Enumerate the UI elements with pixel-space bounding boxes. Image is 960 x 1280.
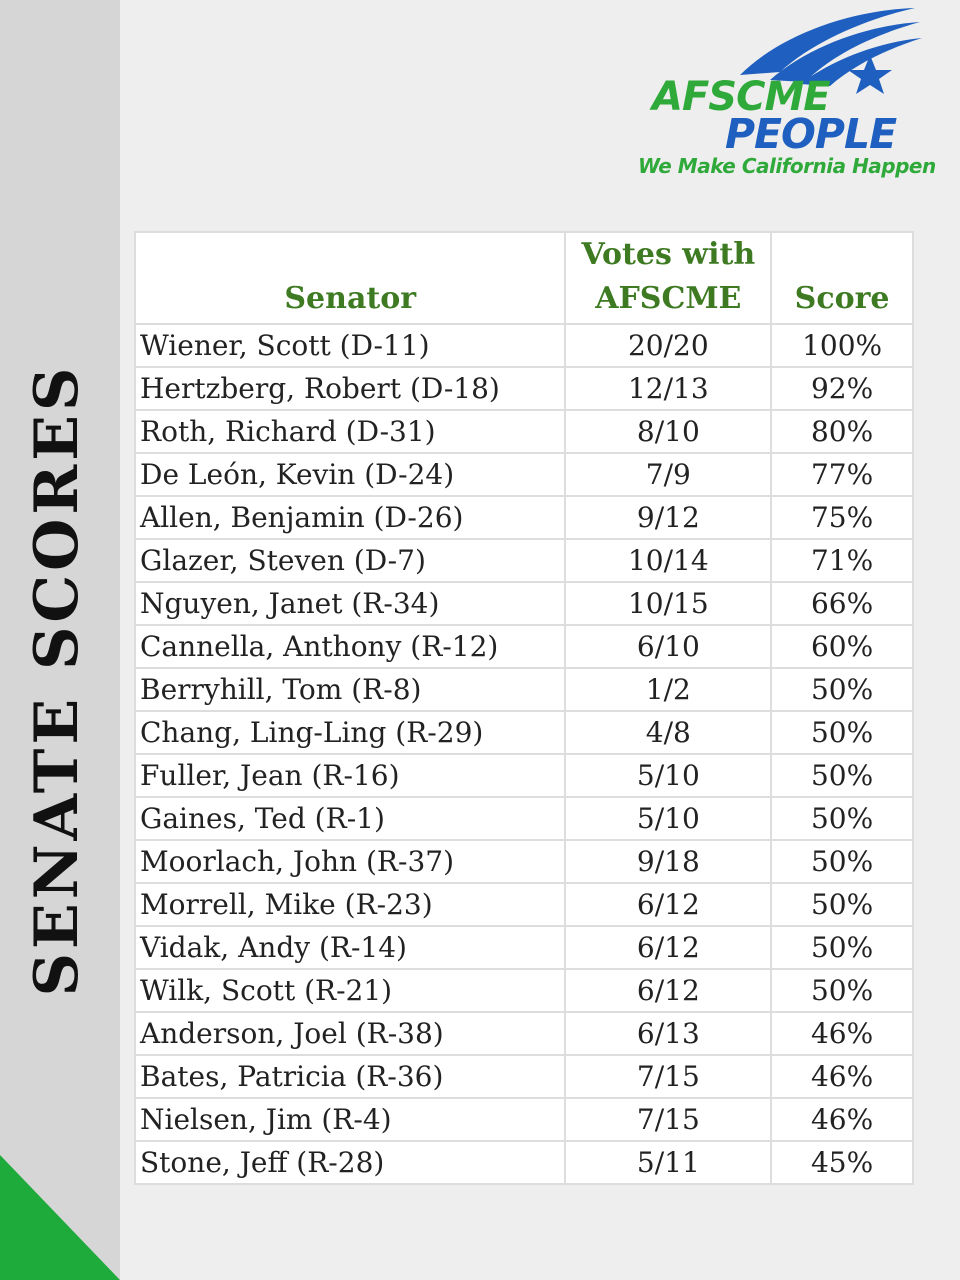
score-cell: 66% [771, 582, 913, 625]
table-row [135, 754, 913, 797]
score-cell: 50% [771, 883, 913, 926]
page-title: SENATE SCORES [22, 363, 92, 997]
senator-cell: Glazer, Steven (D-7) [135, 539, 565, 582]
senator-cell: Wiener, Scott (D-11) [135, 324, 565, 367]
senator-cell: Morrell, Mike (R-23) [135, 883, 565, 926]
senator-cell: Fuller, Jean (R-16) [135, 754, 565, 797]
header-votes-line1: Votes with [581, 237, 756, 272]
senate-scores-table [134, 231, 914, 1185]
votes-cell: 8/10 [565, 410, 771, 453]
score-cell: 46% [771, 1098, 913, 1141]
senator-cell: De León, Kevin (D-24) [135, 453, 565, 496]
header-score: Score [771, 232, 913, 324]
table-row [135, 883, 913, 926]
table-row [135, 840, 913, 883]
votes-cell: 7/15 [565, 1055, 771, 1098]
votes-cell: 20/20 [565, 324, 771, 367]
senator-cell: Roth, Richard (D-31) [135, 410, 565, 453]
table-row [135, 1012, 913, 1055]
score-cell: 60% [771, 625, 913, 668]
table-row [135, 1055, 913, 1098]
votes-cell: 9/12 [565, 496, 771, 539]
score-cell: 45% [771, 1141, 913, 1184]
votes-cell: 7/15 [565, 1098, 771, 1141]
senator-cell: Moorlach, John (R-37) [135, 840, 565, 883]
votes-cell: 6/13 [565, 1012, 771, 1055]
header-votes [565, 232, 771, 324]
table-row [135, 324, 913, 367]
table-row [135, 539, 913, 582]
table-row [135, 797, 913, 840]
score-cell: 50% [771, 926, 913, 969]
score-cell: 50% [771, 711, 913, 754]
score-cell: 46% [771, 1012, 913, 1055]
table-row [135, 926, 913, 969]
score-cell: 50% [771, 840, 913, 883]
senator-cell: Gaines, Ted (R-1) [135, 797, 565, 840]
table-row [135, 668, 913, 711]
score-cell: 50% [771, 797, 913, 840]
logo-afscme-text: AFSCME [652, 74, 830, 120]
table-row [135, 1098, 913, 1141]
score-cell: 75% [771, 496, 913, 539]
green-corner-decoration [0, 1155, 120, 1280]
table-header-row [135, 232, 913, 324]
senator-cell: Berryhill, Tom (R-8) [135, 668, 565, 711]
score-cell: 50% [771, 969, 913, 1012]
sidebar [0, 0, 120, 1280]
logo-tagline: We Make California Happen [638, 154, 936, 178]
senator-cell: Wilk, Scott (R-21) [135, 969, 565, 1012]
senator-cell: Allen, Benjamin (D-26) [135, 496, 565, 539]
score-cell: 80% [771, 410, 913, 453]
votes-cell: 10/15 [565, 582, 771, 625]
votes-cell: 7/9 [565, 453, 771, 496]
score-cell: 92% [771, 367, 913, 410]
header-votes-line2: AFSCME [595, 281, 742, 316]
votes-cell: 6/12 [565, 883, 771, 926]
senator-cell: Nguyen, Janet (R-34) [135, 582, 565, 625]
votes-cell: 6/12 [565, 969, 771, 1012]
score-cell: 77% [771, 453, 913, 496]
table-row [135, 625, 913, 668]
table-row [135, 969, 913, 1012]
senator-cell: Anderson, Joel (R-38) [135, 1012, 565, 1055]
table-row [135, 582, 913, 625]
senator-cell: Vidak, Andy (R-14) [135, 926, 565, 969]
logo-people-text: PEOPLE [725, 110, 897, 158]
senator-cell: Hertzberg, Robert (D-18) [135, 367, 565, 410]
table-row [135, 453, 913, 496]
score-cell: 46% [771, 1055, 913, 1098]
afscme-people-logo [630, 0, 960, 190]
score-cell: 71% [771, 539, 913, 582]
senator-cell: Chang, Ling-Ling (R-29) [135, 711, 565, 754]
votes-cell: 12/13 [565, 367, 771, 410]
votes-cell: 5/11 [565, 1141, 771, 1184]
votes-cell: 4/8 [565, 711, 771, 754]
votes-cell: 10/14 [565, 539, 771, 582]
senator-cell: Bates, Patricia (R-36) [135, 1055, 565, 1098]
senator-cell: Stone, Jeff (R-28) [135, 1141, 565, 1184]
table-row [135, 1141, 913, 1184]
table-row [135, 711, 913, 754]
table-row [135, 367, 913, 410]
senator-cell: Cannella, Anthony (R-12) [135, 625, 565, 668]
votes-cell: 5/10 [565, 754, 771, 797]
senator-cell: Nielsen, Jim (R-4) [135, 1098, 565, 1141]
score-cell: 50% [771, 668, 913, 711]
score-cell: 50% [771, 754, 913, 797]
score-cell: 100% [771, 324, 913, 367]
votes-cell: 1/2 [565, 668, 771, 711]
header-senator: Senator [135, 232, 565, 324]
table-row [135, 410, 913, 453]
votes-cell: 9/18 [565, 840, 771, 883]
votes-cell: 5/10 [565, 797, 771, 840]
votes-cell: 6/12 [565, 926, 771, 969]
table-row [135, 496, 913, 539]
votes-cell: 6/10 [565, 625, 771, 668]
